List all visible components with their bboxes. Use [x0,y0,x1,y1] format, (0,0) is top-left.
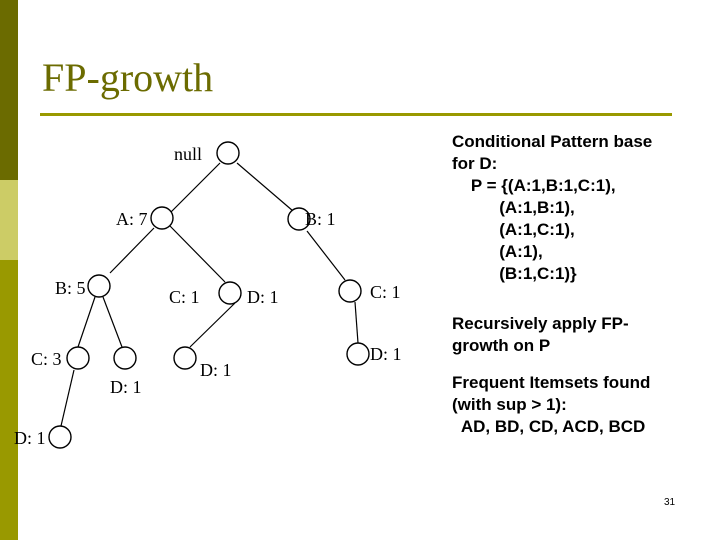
label-a7: A: 7 [116,209,148,229]
label-c1-right: C: 1 [370,282,401,302]
frequent-line: (with sup > 1): [452,395,567,414]
node-c1-right [339,280,361,302]
node-d1-under-c1 [174,347,196,369]
page-number: 31 [664,497,676,508]
conditional-pattern-base-text [452,131,652,285]
label-c1-left: C: 1 [169,287,200,307]
cpb-line: P = {(A:1,B:1,C:1), [452,176,616,195]
node-c3 [67,347,89,369]
label-d1-mid: D: 1 [247,287,279,307]
node-a7 [151,207,173,229]
label-d1-under-c1: D: 1 [200,360,232,380]
cpb-line: (A:1,B:1), [452,198,575,217]
edge-null-a7 [170,163,220,213]
recursive-text [452,313,629,357]
edge-a7-c1 [170,226,225,282]
edge-c3-d1 [61,370,74,426]
frequent-line: Frequent Itemsets found [452,373,651,392]
label-b5: B: 5 [55,278,86,298]
edge-b5-d1 [103,297,122,347]
recursive-line: growth on P [452,336,551,355]
edge-c1r-d1 [355,302,358,343]
node-d1-right [347,343,369,365]
label-d1-under-b5: D: 1 [110,377,142,397]
node-d1-under-b5 [114,347,136,369]
edge-a7-b5 [110,228,154,273]
edge-b5-c3 [78,297,95,347]
frequent-itemsets-text [452,372,650,438]
node-b5 [88,275,110,297]
node-d1-bottom [49,426,71,448]
node-c1-left [219,282,241,304]
edge-b1-c1 [307,231,345,280]
cpb-line: Conditional Pattern base [452,132,653,151]
cpb-line: (A:1), [452,242,543,261]
cpb-line: (B:1,C:1)} [452,264,577,283]
edge-c1-d1 [190,303,235,347]
label-b1: B: 1 [305,209,336,229]
label-c3: C: 3 [31,349,62,369]
label-d1-right: D: 1 [370,344,402,364]
label-null: null [174,144,203,164]
recursive-line: Recursively apply FP- [452,314,629,333]
label-d1-bottom: D: 1 [14,428,46,448]
cpb-line: (A:1,C:1), [452,220,575,239]
node-null [217,142,239,164]
frequent-line: AD, BD, CD, ACD, BCD [452,417,646,436]
slide-title: FP-growth [42,55,214,100]
cpb-line: for D: [452,154,498,173]
edge-null-b1 [237,163,293,211]
